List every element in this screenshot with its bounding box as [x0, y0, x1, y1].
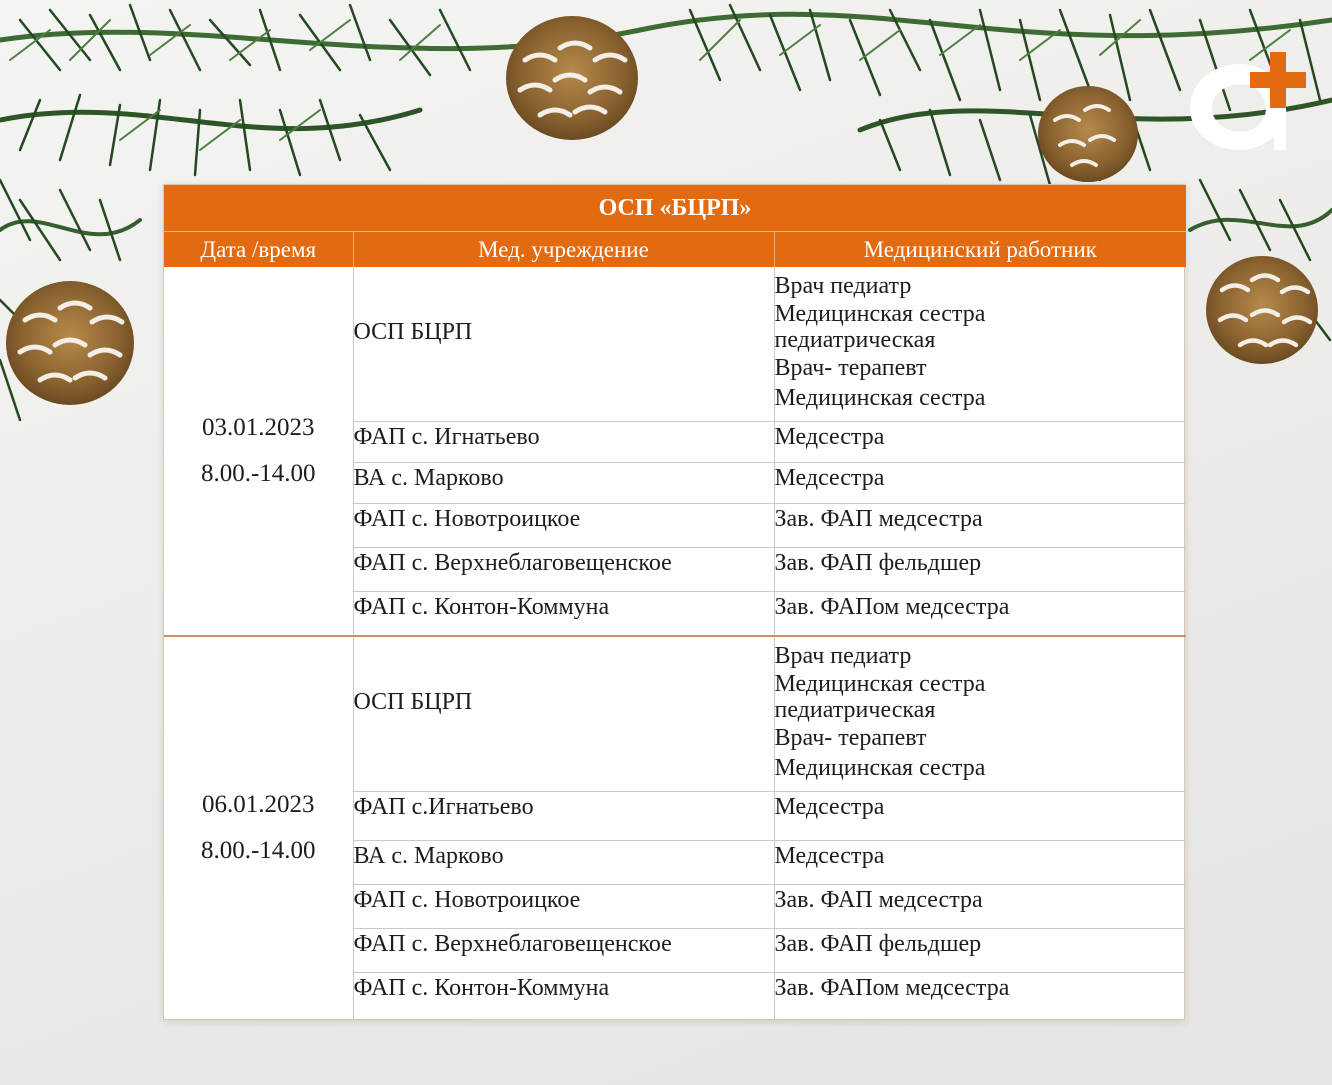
staff-line: Медицинская сестра	[774, 385, 986, 412]
institution-cell: ФАП с. Новотроицкое	[353, 885, 774, 929]
pine-cone-far-right-icon	[1206, 256, 1318, 364]
institution-cell: ФАП с.Игнатьево	[353, 792, 774, 841]
staff-cell: Медсестра	[774, 421, 1186, 462]
staff-line: Врач педиатр	[774, 273, 912, 300]
staff-cell: Медсестра	[774, 462, 1186, 503]
staff-cell: Зав. ФАПом медсестра	[774, 975, 1010, 1002]
date-cell	[164, 267, 353, 636]
staff-cell: Медсестра	[774, 841, 1186, 885]
time-text: 8.00.-14.00	[200, 460, 316, 488]
staff-cell: Зав. ФАП фельдшер	[774, 929, 1186, 973]
table-title: ОСП «БЦРП»	[164, 185, 1186, 232]
staff-line: педиатрическая	[774, 327, 936, 354]
pine-cone-top-icon	[506, 16, 638, 140]
header-staff: Медицинский работник	[774, 232, 1186, 268]
staff-cell: Зав. ФАП медсестра	[774, 885, 1186, 929]
institution-cell: ФАП с. Контон-Коммуна	[353, 973, 774, 1019]
table-row	[164, 636, 1186, 791]
date-cell	[164, 636, 353, 1019]
staff-cell	[774, 636, 1186, 791]
table-row	[164, 267, 1186, 421]
staff-line: Медицинская сестра	[774, 301, 986, 328]
staff-cell: Зав. ФАПом медсестра	[774, 591, 1186, 636]
institution-cell: ОСП БЦРП	[353, 636, 774, 791]
date-text: 06.01.2023	[202, 791, 315, 819]
staff-cell: Медсестра	[774, 792, 1186, 841]
institution-cell: ФАП с. Новотроицкое	[353, 503, 774, 547]
plus-logo-icon	[1182, 44, 1312, 154]
schedule-table	[164, 185, 1186, 1019]
staff-line: Медицинская сестра	[774, 755, 986, 782]
institution-cell: ОСП БЦРП	[353, 267, 774, 421]
pine-cone-left-icon	[6, 281, 134, 405]
institution-cell: ФАП с. Верхнеблаговещенское	[353, 929, 774, 973]
institution-cell: ВА с. Марково	[353, 841, 774, 885]
staff-cell: Зав. ФАП фельдшер	[774, 547, 1186, 591]
institution-cell: ФАП с. Контон-Коммуна	[353, 591, 774, 636]
header-date: Дата /время	[164, 232, 353, 268]
pine-cone-right-icon	[1038, 86, 1138, 182]
schedule-sheet	[163, 184, 1185, 1020]
time-text: 8.00.-14.00	[200, 837, 316, 865]
title-row	[164, 185, 1186, 232]
staff-cell: Зав. ФАП медсестра	[774, 503, 1186, 547]
staff-line: педиатрическая	[774, 697, 936, 724]
institution-cell: ФАП с. Игнатьево	[353, 421, 774, 462]
date-text: 03.01.2023	[202, 414, 315, 442]
staff-line: Врач педиатр	[774, 643, 912, 670]
header-row	[164, 232, 1186, 268]
staff-cell	[774, 267, 1186, 421]
institution-cell: ВА с. Марково	[353, 462, 774, 503]
staff-line: Медицинская сестра	[774, 671, 986, 698]
header-institution: Мед. учреждение	[353, 232, 774, 268]
staff-line: Врач- терапевт	[774, 725, 927, 752]
staff-line: Врач- терапевт	[774, 355, 927, 382]
institution-cell: ФАП с. Верхнеблаговещенское	[353, 547, 774, 591]
